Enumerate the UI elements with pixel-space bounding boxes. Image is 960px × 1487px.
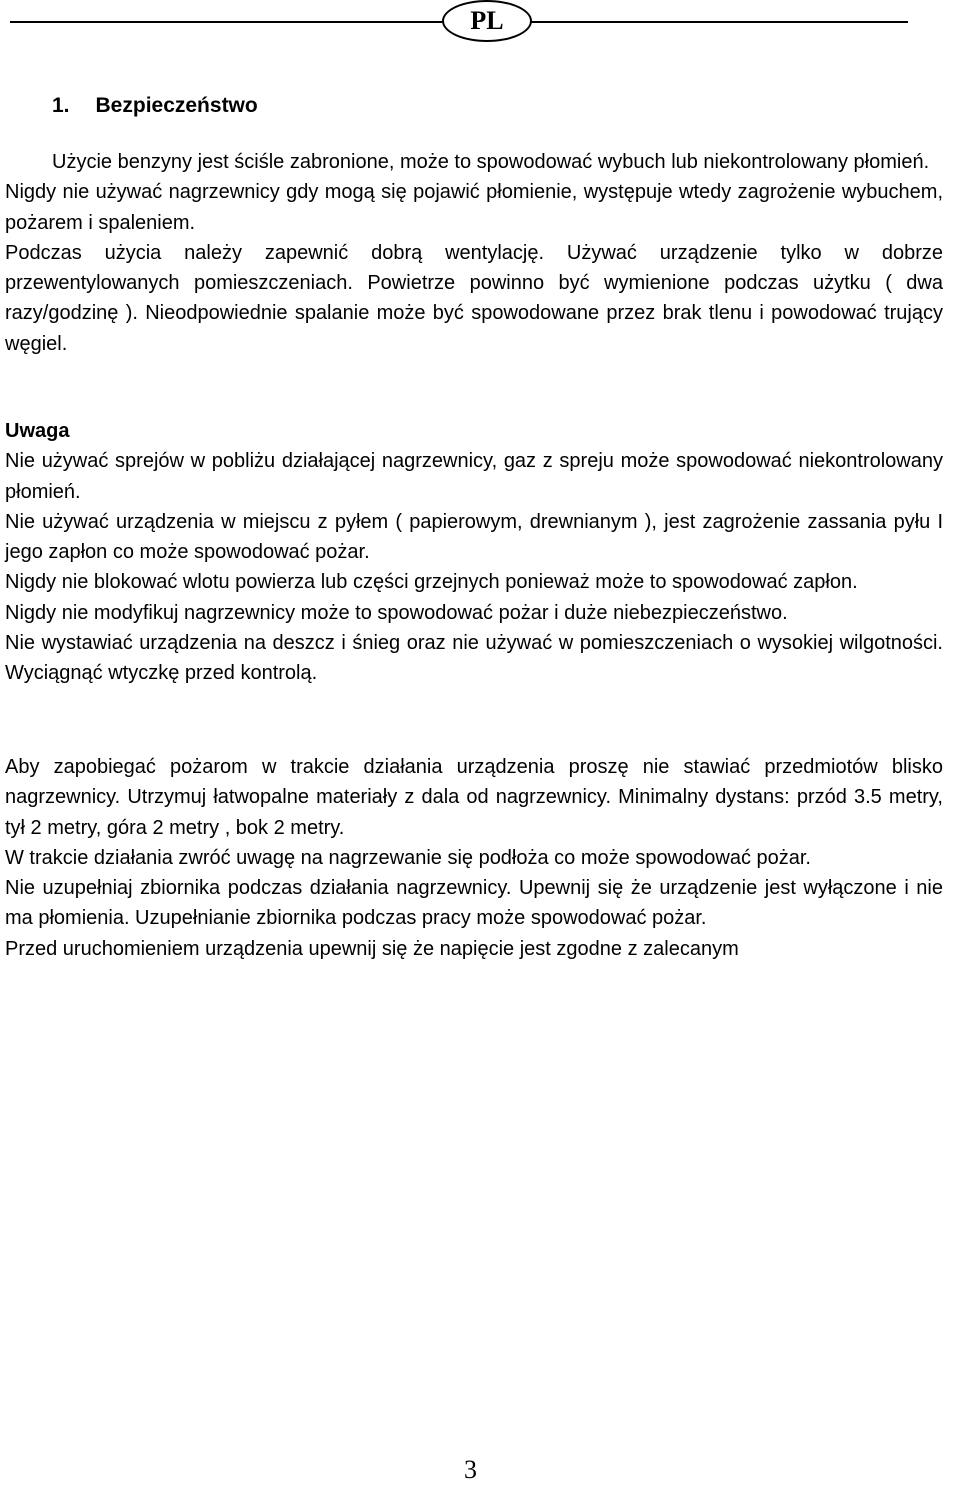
page-number: 3 <box>464 1455 477 1484</box>
section-heading <box>52 94 258 118</box>
fire-paragraph-4: Przed uruchomieniem urządzenia upewnij się że napięcie jest zgodne z zalecanym <box>5 937 739 960</box>
warning-title: Uwaga <box>5 420 70 442</box>
fire-prevention-block <box>5 752 943 964</box>
safety-paragraph-1: Użycie benzyny jest ściśle zabronione, może to spowodować wybuch lub niekontrolowany płomień. <box>52 151 930 173</box>
fire-paragraph-1: Aby zapobiegać pożarom w trakcie działania urządzenia proszę nie stawiać przedmiotów blisko nagrzewnicy. Utrzymuj łatwopalne materiały z dala od nagrzewnicy. Minimalny dystans: przód 3.5 metry, tył 2 metry, góra 2 metry , bok 2 metry. <box>5 756 943 839</box>
safety-paragraph-2: Nigdy nie używać nagrzewnicy gdy mogą się pojawić płomienie, występuje wtedy zagrożenie wybuchem, pożarem i spaleniem. <box>5 181 943 234</box>
fire-paragraph-3: Nie uzupełniaj zbiornika podczas działania nagrzewnicy. Upewnij się że urządzenie jest wyłączone i nie ma płomienia. Uzupełnianie zbiornika podczas pracy może spowodować pożar. <box>5 877 943 930</box>
warning-block <box>5 416 943 689</box>
fire-paragraph-2: W trakcie działania zwróć uwagę na nagrzewanie się podłoża co może spowodować pożar. <box>5 846 811 869</box>
section-number: 1. <box>52 94 70 117</box>
warning-paragraph-5: Nie wystawiać urządzenia na deszcz i śnieg oraz nie używać w pomieszczeniach o wysokiej wilgotności. Wyciągnąć wtyczkę przed kontrolą. <box>5 632 943 685</box>
safety-paragraph-3: Podczas użycia należy zapewnić dobrą wentylację. Używać urządzenie tylko w dobrze przewentylowanych pomieszczeniach. Powietrze powinno być wymienione podczas użytku ( dwa razy/godzinę ). Nieodpowiednie spalanie może być spowodowane przez brak tlenu i powodować trujący węgiel. <box>5 241 943 355</box>
warning-paragraph-4: Nigdy nie modyfikuj nagrzewnicy może to spowodować pożar i duże niebezpieczeństwo. <box>5 601 788 624</box>
warning-paragraph-3: Nigdy nie blokować wlotu powierza lub części grzejnych ponieważ może to spowodować zapłon. <box>5 571 858 594</box>
section-title: Bezpieczeństwo <box>95 94 258 117</box>
warning-paragraph-1: Nie używać sprejów w pobliżu działającej nagrzewnicy, gaz z spreju może spowodować niekontrolowany płomień. <box>5 450 943 503</box>
warning-paragraph-2: Nie używać urządzenia w miejscu z pyłem ( papierowym, drewnianym ), jest zagrożenie zassania pyłu I jego zapłon co może spowodować pożar. <box>5 510 943 564</box>
language-badge: PL <box>442 0 532 42</box>
safety-block <box>5 147 943 359</box>
